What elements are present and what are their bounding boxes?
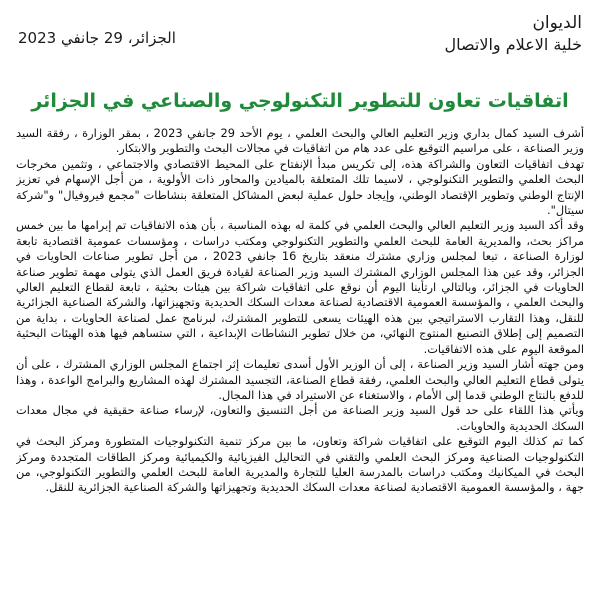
- paragraph: تهدف اتفاقيات التعاون والشراكة هذه، إلى تكريس مبدأ الإنفتاح على المحيط الاقتصادي والاجتماعي ، وتثمين مخرجات البحث العلمي والتطوير التكنولوجي ، لاسيما تلك المتعلقة بالميادين والمحاور ذات الأولوية ، من أجل الإسهام في تعزيز الإنتاج الوطني وتطوير الإقتصاد الوطني، وإيجاد حلول عملية لبعض المشاكل المتعلقة بنشاطات "مجمع فيروفيال" و"شركة سيتال".: [16, 156, 584, 218]
- issuer-header: [362, 12, 582, 56]
- paragraph: وقد أكد السيد وزير التعليم العالي والبحث العلمي في كلمة له بهذه المناسبة ، بأن هذه الاتفاقيات تم إبرامها ما بين خمس مراكز بحث، والمديرية العامة للبحث العلمي والتطوير التكنولوجي ومكتب دراسات ، ومؤسسات عمومية اقتصادية تابعة لوزارة الصناعة ، تبعا لمجلس وزاري مشترك منعقد بتاريخ 16 جانفي 2023 ، من أجل تطوير صناعات الحاويات في الجزائر، وقد عين هذا المجلس الوزاري المشترك السيد وزير الصناعة لقيادة فريق العمل الذي يتولى مهمة تطوير صناعة الحاويات في الجزائر، وبالتالي ارتأينا اليوم أن نوقع على اتفاقيات شراكة بين هيئات بحثية ، تابعة لقطاع التعليم العالي والبحث العلمي ، والمؤسسة العمومية الاقتصادية لصناعة معدات السكك الحديدية وتجهيزاتها، والشركة الصناعية الجزائرية للنقل، وهذا التقارب الاستراتيجي بين هذه الهيئات يسعى للتطوير المشترك، لبرنامج عمل لصناعة الحاويات ، بداية من التصميم إلى إطلاق التصنيع المنتوج النهائي، من خلال تطوير النشاطات الإبداعية ، التي ستساهم فيها هذه الهيئات البحثية الموقعة اليوم على هذه الاتفاقيات.: [16, 218, 584, 356]
- office-name: الديوان: [532, 13, 582, 33]
- paragraph: كما تم كذلك اليوم التوقيع على اتفاقيات شراكة وتعاون، ما بين مركز تنمية التكنولوجيات المتطورة ومركز البحث في التكنولوجيات الصناعية ومركز البحث العلمي والتقني في التحاليل الفيزيائية والكيميائية ومركز الطاقات المتجددة ومركز البحث في الميكانيك ومكتب دراسات بالمدرسة العليا للتجارة والمديرية العامة للبحث العلمي والتطوير التكنولوجي، من جهة ، والمؤسسة العمومية الاقتصادية لصناعة معدات السكك الحديدية وتجهيزاتها والشركة الصناعية الجزائرية للنقل.: [16, 434, 584, 495]
- place-date: الجزائر، 29 جانفي 2023: [18, 29, 176, 47]
- document-title: اتفاقيات تعاون للتطوير التكنولوجي والصناعي في الجزائر: [31, 90, 569, 112]
- paragraph: ومن جهته أشار السيد وزير الصناعة ، إلى أن الوزير الأول أسدى تعليمات إثر اجتماع المجلس الوزاري المشترك ، على أن يتولى قطاع التعليم العالي والبحث العلمي، رفقة قطاع الصناعة، التجسيد المشترك لهذه المشاريع والبرامج الواعدة ، وهذا للدفع بالنتاج الوطني قدما إلى الأمام ، والاستغناء عن الاستيراد في هذا المجال.: [16, 357, 584, 402]
- paragraph: ويأتي هذا اللقاء على حد قول السيد وزير الصناعة من أجل التنسيق والتعاون، لإرساء صناعة حقيقية في مجال معدات السكك الحديدية والحاويات.: [16, 403, 584, 433]
- unit-name: خلية الاعلام والاتصال: [444, 35, 582, 54]
- document-body: [16, 126, 584, 594]
- paragraph: أشرف السيد كمال بداري وزير التعليم العالي والبحث العلمي ، يوم الأحد 29 جانفي 2023 ، بمقر الوزارة ، رفقة السيد وزير الصناعة ، على مراسيم التوقيع على عدد هام من اتفاقيات في مجالات البحث والتطوير والابتكار.: [16, 126, 584, 156]
